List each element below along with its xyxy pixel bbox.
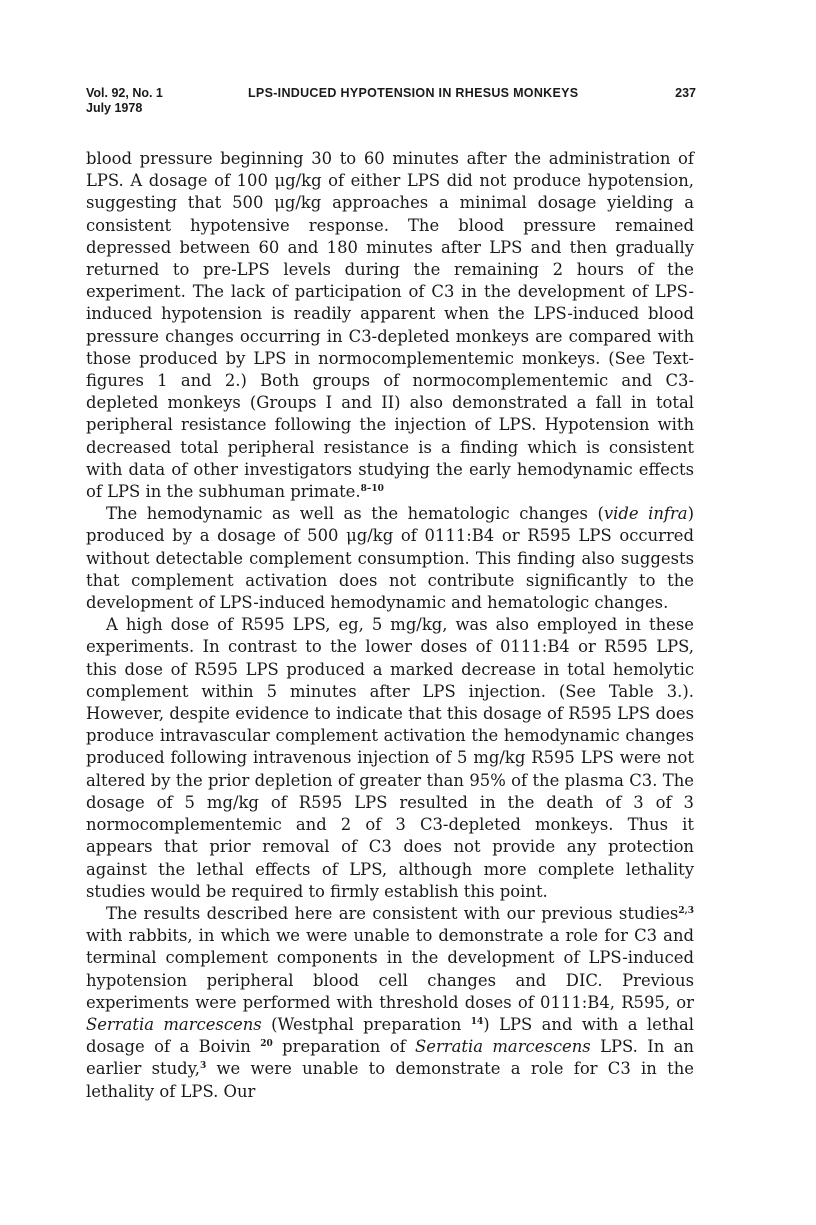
journal-citation: [86, 86, 163, 116]
body-paragraph: [86, 903, 694, 1103]
text-run: ) produced by a dosage of 500 μg/kg of 0111:B4 or R595 LPS occurred without detectable complement consumption. This finding also suggests that complement activation does not contribute significantly to the development of LPS-induced hemodynamic and hematologic changes.: [86, 504, 694, 613]
body-paragraph: [86, 503, 694, 614]
text-run: The hemodynamic as well as the hematologic changes (: [106, 504, 604, 524]
reference-superscript: 8–10: [360, 484, 384, 495]
italic-text: Serratia marcescens: [86, 1014, 262, 1034]
body-paragraph: [86, 614, 694, 903]
text-run: preparation of: [272, 1037, 416, 1057]
volume-issue: Vol. 92, No. 1: [86, 86, 163, 100]
page-number: 237: [675, 86, 696, 100]
text-run: blood pressure beginning 30 to 60 minutes after the administration of LPS. A dosage of 100 μg/kg of either LPS did not produce hypotension, suggesting that 500 μg/kg approaches a minimal dosage yielding a consistent hypotensive response. The blood pressure remained depressed between 60 and 180 minutes after LPS and then gradually returned to pre-LPS levels during the remaining 2 hours of the experiment. The lack of participation of C3 in the development of LPS-induced hypotension is readily apparent when the LPS-induced blood pressure changes occurring in C3-depleted monkeys are compared with those produced by LPS in normocomplementemic monkeys. (See Text-figures 1 and 2.) Both groups of normocomplementemic and C3-depleted monkeys (Groups I and II) also demonstrated a fall in total peripheral resistance following the injection of LPS. Hypotension with decreased total peripheral resistance is a finding which is consistent with data of other investigators studying the early hemodynamic effects of LPS in the subhuman primate.: [86, 149, 694, 502]
text-run: (Westphal preparation: [261, 1014, 471, 1034]
text-run: The results described here are consistent with our previous studies: [106, 903, 679, 923]
text-run: A high dose of R595 LPS, eg, 5 mg/kg, was also employed in these experiments. In contrast to the lower doses of 0111:B4 or R595 LPS, this dose of R595 LPS produced a marked decrease in total hemolytic complement within 5 minutes after LPS injection. (See Table 3.). However, despite evidence to indicate that this dosage of R595 LPS does produce intravascular complement activation the hemodynamic changes produced following intravenous injection of 5 mg/kg R595 LPS were not altered by the prior depletion of greater than 95% of the plasma C3. The dosage of 5 mg/kg of R595 LPS resulted in the death of 3 of 3 normocomplementemic and 2 of 3 C3-depleted monkeys. Thus it appears that prior removal of C3 does not provide any protection against the lethal effects of LPS, although more complete lethality studies would be required to firmly establish this point.: [86, 615, 694, 901]
reference-superscript: 20: [260, 1039, 273, 1050]
reference-superscript: 14: [470, 1016, 484, 1027]
article-body: [86, 148, 694, 1103]
italic-text: Serratia marcescens: [415, 1037, 591, 1057]
reference-superscript: 3: [199, 1061, 207, 1072]
text-run: LPS. In an earlier study,: [86, 1037, 694, 1079]
issue-date: July 1978: [86, 101, 143, 115]
text-run: we were unable to demonstrate a role for C3 in the lethality of LPS. Our: [86, 1059, 694, 1101]
italic-text: vide infra: [603, 504, 688, 524]
text-run: with rabbits, in which we were unable to demonstrate a role for C3 and terminal complement components in the development of LPS-induced hypotension peripheral blood cell changes and DIC. Previous experiments were performed with threshold doses of 0111:B4, R595, or: [86, 926, 694, 1012]
body-paragraph: [86, 148, 694, 503]
reference-superscript: 2,3: [678, 905, 694, 916]
text-run: ) LPS and with a lethal dosage of a Boivin: [86, 1014, 694, 1057]
running-title: LPS-INDUCED HYPOTENSION IN RHESUS MONKEYS: [248, 86, 579, 100]
running-header: [86, 86, 696, 126]
